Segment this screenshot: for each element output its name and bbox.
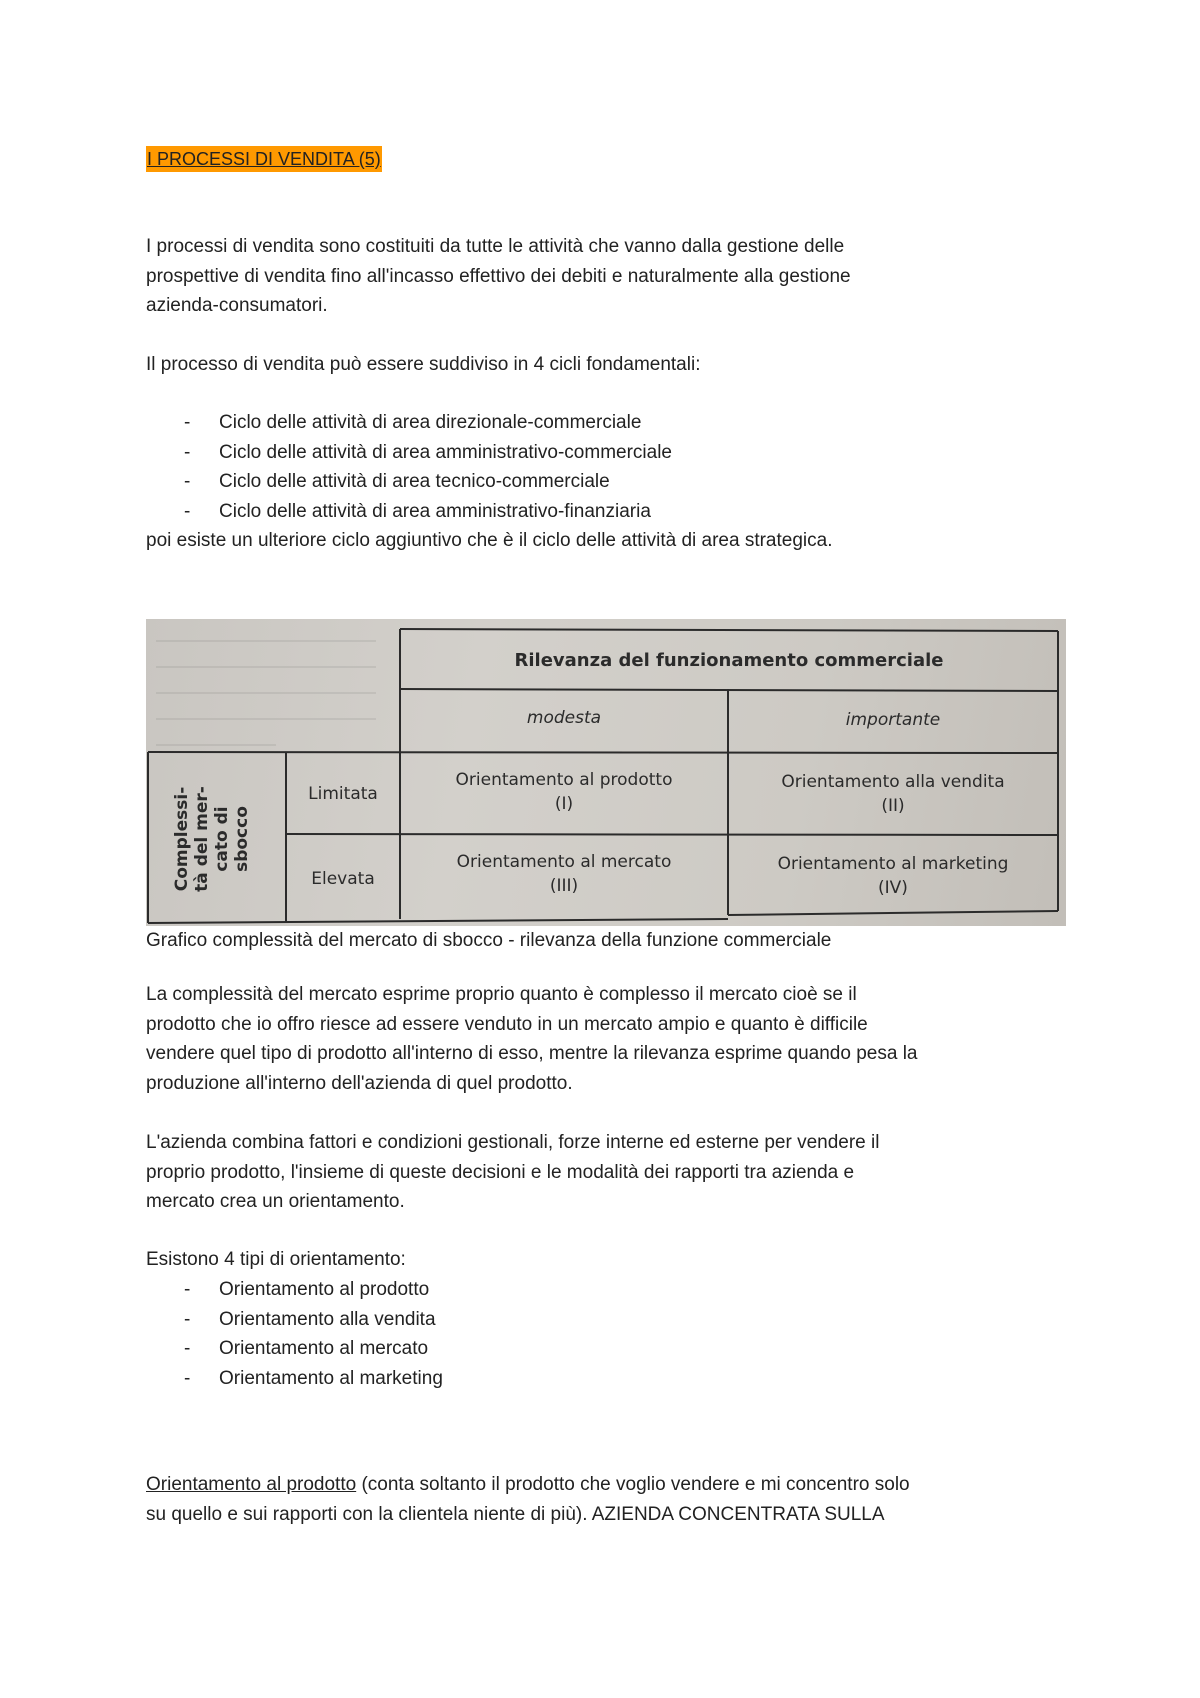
row-label-elevata: Elevata <box>311 869 375 889</box>
cell-vendita: Orientamento alla vendita <box>781 772 1005 792</box>
cycles-after: poi esiste un ulteriore ciclo aggiuntivo che è il ciclo delle attività di area strategica. <box>146 530 833 551</box>
text-line: La complessità del mercato esprime proprio quanto è complesso il mercato cioè se il <box>146 984 857 1005</box>
text-line: prospettive di vendita fino all'incasso effettivo dei debiti e naturalmente alla gestione <box>146 265 851 287</box>
table-header: Rilevanza del funzionamento commerciale <box>514 650 944 671</box>
product-orientation-link[interactable]: Orientamento al prodotto <box>146 1474 357 1495</box>
cell-number: (II) <box>881 796 905 816</box>
orient-intro: Esistono 4 tipi di orientamento: <box>146 1249 406 1270</box>
cycles-intro: Il processo di vendita può essere suddiviso in 4 cicli fondamentali: <box>146 354 701 375</box>
text-line: vendere quel tipo di prodotto all'interno di esso, mentre la rilevanza esprime quando pesa la <box>146 1043 918 1064</box>
row-header-group <box>172 786 252 892</box>
row-header-line: Complessi- <box>172 786 192 892</box>
text-line: L'azienda combina fattori e condizioni gestionali, forze interne ed esterne per vendere il <box>146 1132 880 1153</box>
product-orientation-paragraph <box>146 1470 1066 1529</box>
row-header-line: cato di <box>212 806 232 872</box>
cell-number: (IV) <box>878 878 908 898</box>
market-paragraph <box>146 980 1066 1098</box>
text-line: mercato crea un orientamento. <box>146 1191 405 1212</box>
column-label-importante: importante <box>845 710 941 730</box>
list-item: - Ciclo delle attività di area direzionale-commerciale <box>146 408 1066 438</box>
text-line <box>146 1470 1066 1500</box>
text-line: produzione all'interno dell'azienda di quel prodotto. <box>146 1072 573 1094</box>
list-item: - Orientamento al prodotto <box>146 1275 1066 1305</box>
row-header-line: sbocco <box>232 806 252 872</box>
cell-number: (I) <box>554 794 574 814</box>
text-line: I processi di vendita sono costituiti da tutte le attività che vanno dalla gestione delle <box>146 236 845 257</box>
figure-caption: Grafico complessità del mercato di sbocco - rilevanza della funzione commerciale <box>146 930 832 951</box>
list-item: - Ciclo delle attività di area tecnico-commerciale <box>146 467 1066 497</box>
table-photo <box>146 619 1066 926</box>
cell-mercato: Orientamento al mercato <box>456 852 672 872</box>
column-label-modesta: modesta <box>526 708 602 728</box>
company-paragraph <box>146 1128 1066 1217</box>
table-drawing <box>146 619 1066 926</box>
cycles-list <box>146 408 1066 526</box>
list-item: - Orientamento alla vendita <box>146 1305 1066 1335</box>
text-line: azienda-consumatori. <box>146 295 328 316</box>
row-label-limitata: Limitata <box>308 784 378 804</box>
row-header-line: tà del mer- <box>192 786 212 892</box>
text-span: (conta soltanto il prodotto che voglio vendere e mi concentro solo <box>356 1474 910 1495</box>
text-line: proprio prodotto, l'insieme di queste decisioni e le modalità dei rapporti tra azienda e <box>146 1161 855 1183</box>
text-line: su quello e sui rapporti con la clientela niente di più). AZIENDA CONCENTRATA SULLA <box>146 1503 885 1525</box>
orientations-list <box>146 1275 1066 1393</box>
cell-number: (III) <box>549 876 579 896</box>
list-item: - Ciclo delle attività di area amministrativo-commerciale <box>146 438 1066 468</box>
cell-prodotto: Orientamento al prodotto <box>455 770 673 790</box>
cell-marketing: Orientamento al marketing <box>777 854 1009 874</box>
intro-paragraph <box>146 232 1066 321</box>
page-title: I PROCESSI DI VENDITA (5) <box>146 146 382 172</box>
list-item: - Orientamento al mercato <box>146 1334 1066 1364</box>
list-item: - Orientamento al marketing <box>146 1364 1066 1394</box>
text-line: prodotto che io offro riesce ad essere venduto in un mercato ampio e quanto è difficile <box>146 1013 868 1035</box>
list-item: - Ciclo delle attività di area amministrativo-finanziaria <box>146 497 1066 527</box>
